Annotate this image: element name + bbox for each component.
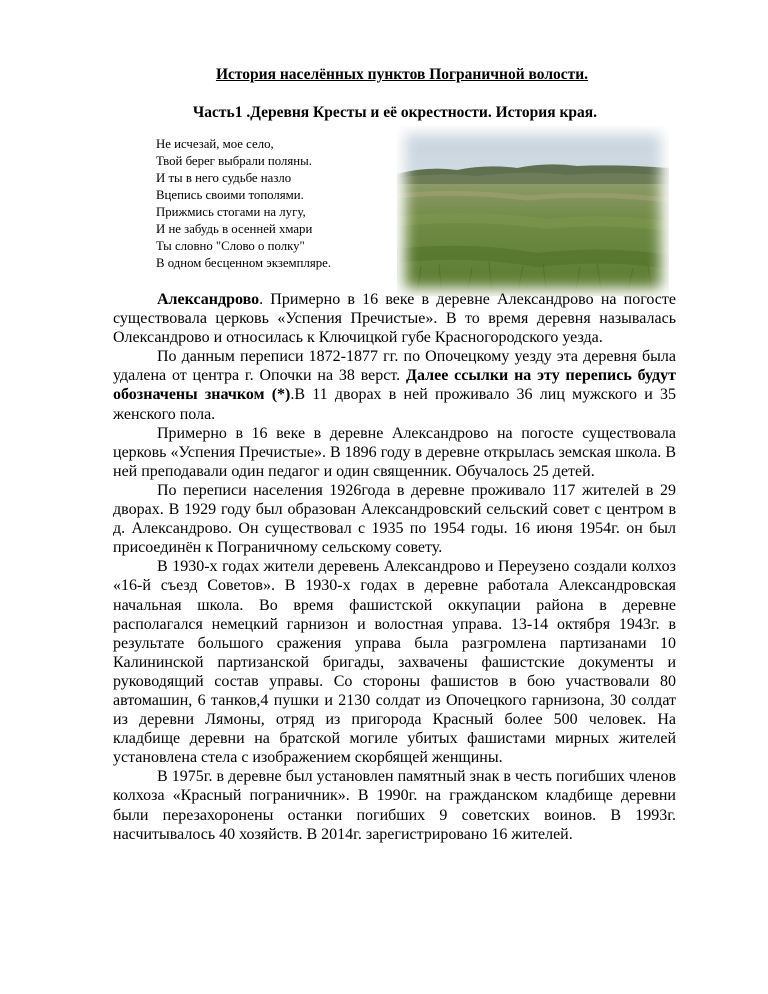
poem-line: И ты в него судьбе назло <box>156 171 292 185</box>
document-title: История населённых пунктов Пограничной волости. <box>215 66 589 83</box>
document-subtitle: Часть1 .Деревня Кресты и её окрестности. История края. <box>192 104 598 121</box>
paragraph: По переписи населения 1926года в деревне проживало 117 жителей в 29 дворах. В 1929 году был образован Александровский сельский совет с центром в д. Александрово. Он существовал с 1935 по 1954 годы. 16 июня 1954г. он был присоединён к Пограничному сельскому совету. <box>113 481 676 557</box>
poem-line: Ты словно "Слово о полку" <box>156 239 305 253</box>
paragraph: По данным переписи 1872-1877 гг. по Опочецкому уезду эта деревня была удалена от центра г. Опочки на 38 верст. Далее ссылки на эту перепись будут обозначены значком (*).В 11 дворах в ней проживало 36 лиц мужского и 35 женского пола. <box>113 348 677 423</box>
paragraph: В 1930-х годах жители деревень Александрово и Переузено создали колхоз «16-й съезд Советов». В 1930-х годах в деревне работала Александровская начальная школа. Во время фашистской оккупации района в деревне располагался немецкий гарнизон и волостная управа. 13-14 октября 1943г. в результате большого сражения управа была разгромлена партизанами 10 Калининской партизанской бригады, захвачены фашистские документы и руководящий состав управы. Со стороны фашистов в бою участвовали 80 автомашин, 6 танков,4 пушки и 2130 солдат из Опочецкого гарнизона, 30 солдат из деревни Лямоны, отряд из пригорода Красный более 500 человек. На кладбище деревни на братской могиле убитых фашистами мирных жителей установлена стела с изображением скорбящей женщины. <box>113 558 676 767</box>
field-landscape-photo <box>397 126 669 296</box>
poem-line: Твой берег выбрали поляны. <box>156 154 312 168</box>
village-name: Александрово <box>157 291 260 308</box>
poem-line: Не исчезай, мое село, <box>156 137 274 151</box>
body-text <box>113 290 676 844</box>
poem-line: И не забудь в осенней хмари <box>156 222 313 236</box>
poem-line: Вцепись своими тополями. <box>156 188 304 202</box>
poem-line: Прижмись стогами на лугу, <box>156 205 306 219</box>
paragraph: Примерно в 16 веке в деревне Александрово на погосте существовала церковь «Успения Пречистые». В 1896 году в деревне открылась земская школа. В ней преподавали один педагог и один священник. Обучалось 25 детей. <box>113 424 676 480</box>
paragraph: В 1975г. в деревне был установлен памятный знак в честь погибших членов колхоза «Красный пограничник». В 1990г. на гражданском кладбище деревни были перезахоронены останки погибших 9 советских воинов. В 1993г. насчитывалось 40 хозяйств. В 2014г. зарегистрировано 16 жителей. <box>113 768 676 843</box>
paragraph: Александрово. Примерно в 16 веке в деревне Александрово на погосте существовала церковь «Успения Пречистые». В то время деревня называлась Олександрово и относилась к Ключицкой губе Красногородского уезда. <box>113 291 676 347</box>
census-note: Далее ссылки на эту перепись будут обозначены значком (*) <box>113 367 677 404</box>
poem-block <box>156 136 331 272</box>
poem-line: В одном бесценном экземпляре. <box>156 256 332 270</box>
